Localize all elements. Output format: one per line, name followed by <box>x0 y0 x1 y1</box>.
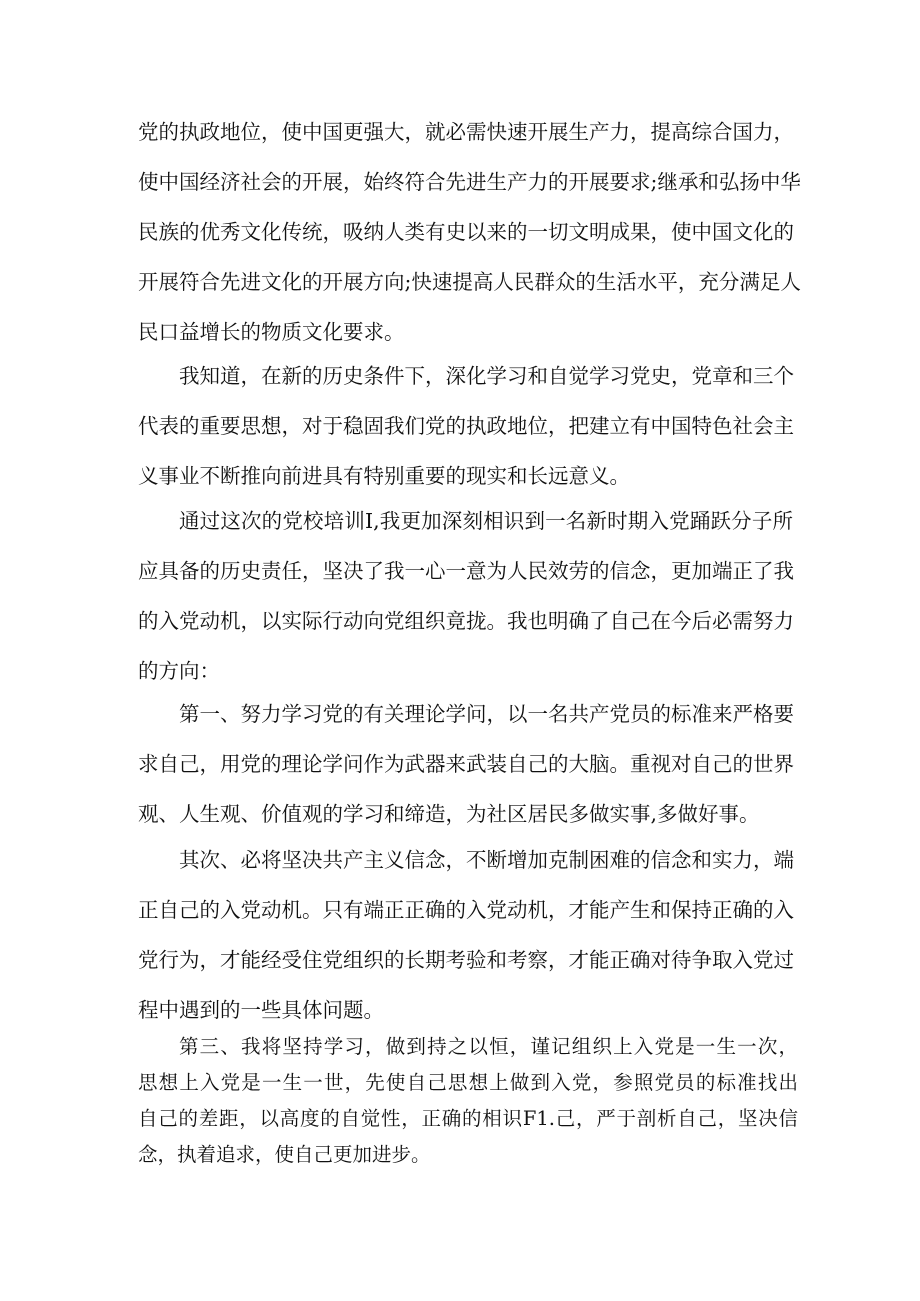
paragraph-line: 第一、努力学习党的有关理论学问，以一名共产党员的标准来严格要 <box>179 702 794 726</box>
paragraph-line: 我知道，在新的历史条件下，深化学习和自觉学习党史，党章和三个 <box>179 364 794 388</box>
paragraph-line: 通过这次的党校培训I,我更加深刻相识到一名新时期入党踊跃分子所 <box>179 509 793 533</box>
paragraph-line: 其次、必将坚决共产主义信念，不断增加克制困难的信念和实力，端 <box>179 848 794 872</box>
paragraph-2 <box>138 351 793 501</box>
paragraph-1 <box>138 107 801 357</box>
paragraph-line: 民族的优秀文化传统，吸纳人类有史以来的一切文明成果，使中国文化的 <box>138 220 794 244</box>
paragraph-line: 观、人生观、价值观的学习和缔造，为社区居民多做实事,多做好事。 <box>138 802 760 826</box>
paragraph-line: 的方向： <box>138 659 220 683</box>
paragraph-line: 念，执着追求，使自己更加进步。 <box>138 1143 431 1166</box>
paragraph-line: 义事业不断推向前进具有特别重要的现实和长远意义。 <box>138 464 630 488</box>
paragraph-line: 求自己，用党的理论学问作为武器来武装自己的大脑。重视对自己的世界 <box>138 752 794 776</box>
paragraph-line: 第三、我将坚持学习，做到持之以恒，谨记组织上入党是一生一次， <box>179 1035 798 1058</box>
paragraph-4 <box>138 689 793 839</box>
paragraph-line: 自己的差距，以高度的自觉性，正确的相识F1.己，严于剖析自己，坚决信 <box>138 1107 798 1130</box>
paragraph-3 <box>138 496 793 696</box>
paragraph-line: 党行为，才能经受住党组织的长期考验和考察，才能正确对待争取入党过 <box>138 948 794 972</box>
paragraph-line: 的入党动机，以实际行动向党组织竟拢。我也明确了自己在今后必需努力 <box>138 609 794 633</box>
paragraph-line: 应具备的历史责任，坚决了我一心一意为人民效劳的信念，更加端正了我 <box>138 559 794 583</box>
paragraph-line: 党的执政地位，使中国更强大，就必需快速开展生产力，提高综合国力， <box>138 120 794 144</box>
paragraph-line: 开展符合先进文化的开展方向;快速提高人民群众的生活水平，充分满足人 <box>138 270 801 294</box>
paragraph-line: 思想上入党是一生一世，先使自己思想上做到入党，参照党员的标准找出 <box>138 1071 798 1094</box>
paragraph-line: 使中国经济社会的开展，始终符合先进生产力的开展要求;继承和弘扬中华 <box>138 170 801 194</box>
paragraph-line: 民口益增长的物质文化要求。 <box>138 320 405 344</box>
paragraph-5 <box>138 835 793 1035</box>
paragraph-6 <box>138 1029 798 1173</box>
paragraph-line: 正自己的入党动机。只有端正正确的入党动机，才能产生和保持正确的入 <box>138 898 794 922</box>
paragraph-line: 程中遇到的一些具体问题。 <box>138 998 384 1022</box>
paragraph-line: 代表的重要思想，对于稳固我们党的执政地位，把建立有中国特色社会主 <box>138 414 794 438</box>
